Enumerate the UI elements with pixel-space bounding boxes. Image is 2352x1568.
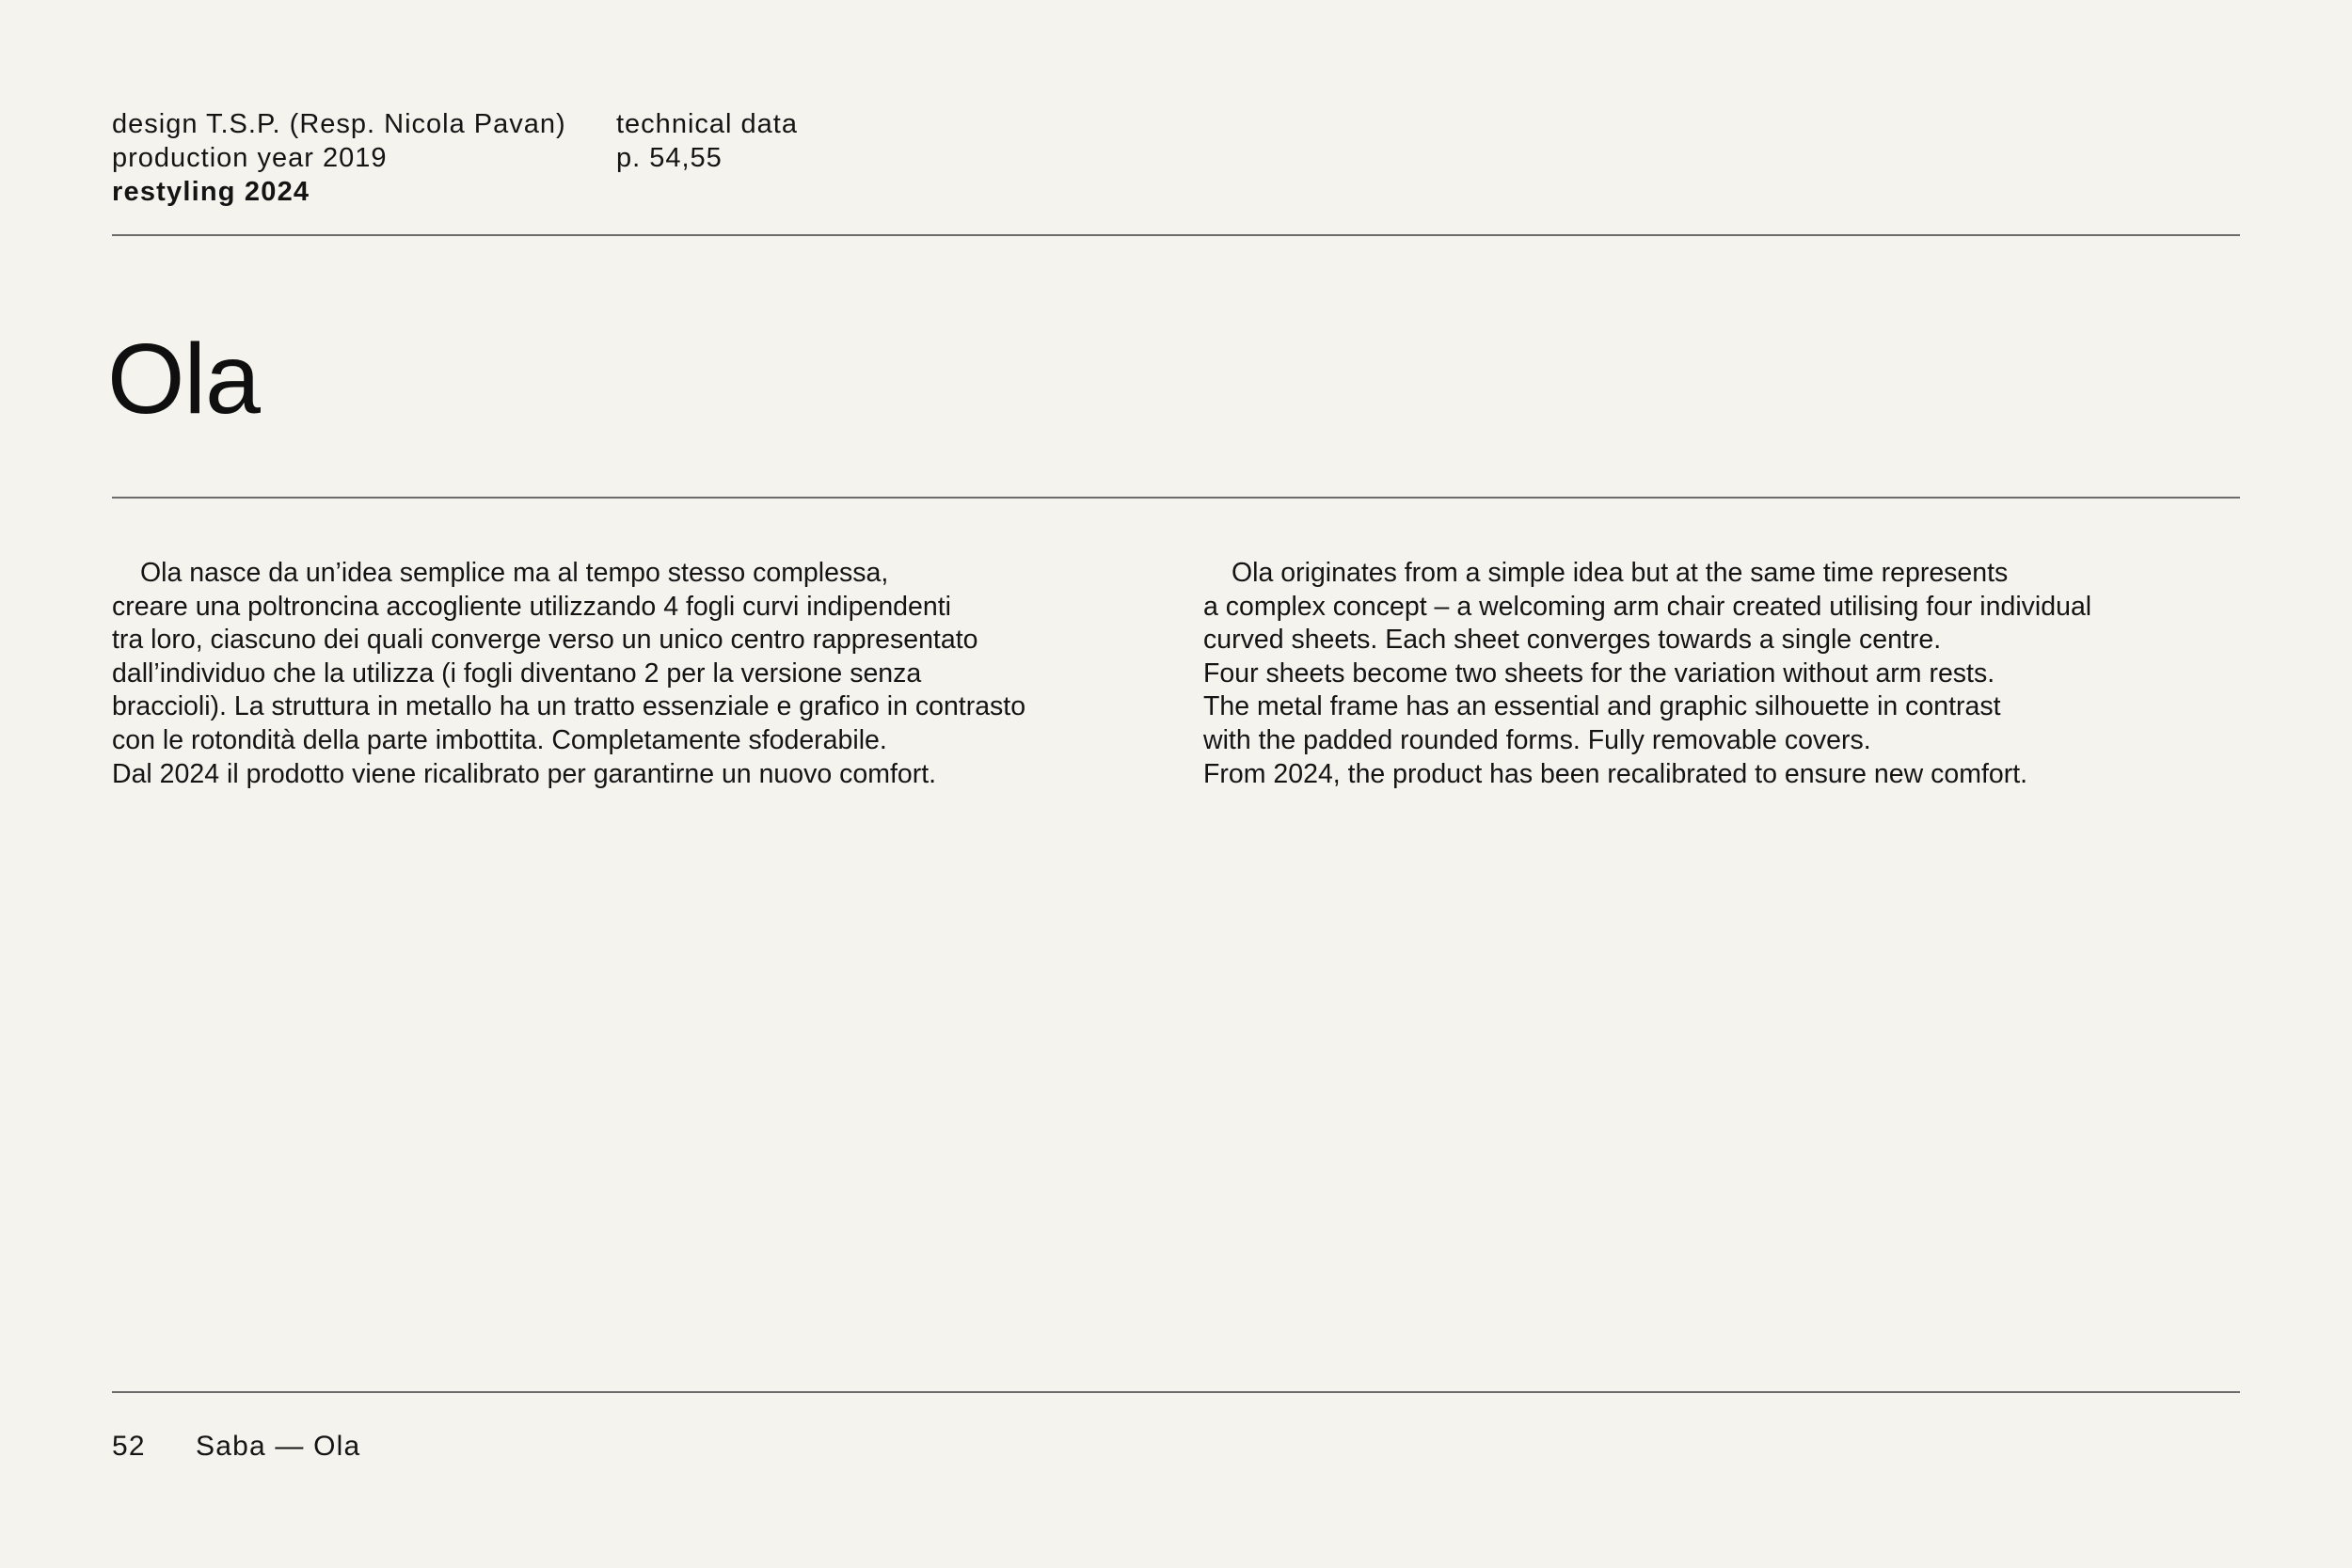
description-line: braccioli). La struttura in metallo ha un tratto essenziale e grafico in contrasto [112,691,1026,722]
description-line: Ola nasce da un’idea semplice ma al tempo stesso complessa, [140,558,889,588]
footer-label: Saba — Ola [196,1431,361,1462]
page-number: 52 [112,1431,146,1462]
description-line: curved sheets. Each sheet converges towards a single centre. [1203,625,1942,656]
technical-data-reference [616,107,798,175]
description-english [1203,557,2248,791]
restyling-year: restyling 2024 [112,177,310,207]
description-line: a complex concept – a welcoming arm chair created utilising four individual [1203,591,2092,622]
technical-data-pages: p. 54,55 [616,143,723,173]
top-divider [112,234,2240,236]
description-line: Ola originates from a simple idea but at the same time represents [1232,558,2009,588]
designer-credit: design T.S.P. (Resp. Nicola Pavan) [112,109,566,139]
description-line: tra loro, ciascuno dei quali converge verso un unico centro rappresentato [112,625,978,656]
middle-divider [112,497,2240,499]
description-line: The metal frame has an essential and graphic silhouette in contrast [1203,691,2001,722]
bottom-divider [112,1391,2240,1393]
description-line: creare una poltroncina accogliente utilizzando 4 fogli curvi indipendenti [112,591,951,622]
description-line: con le rotondità della parte imbottita. Completamente sfoderabile. [112,724,887,755]
description-line: dall’individuo che la utilizza (i fogli diventano 2 per la versione senza [112,657,922,689]
technical-data-label: technical data [616,109,798,139]
design-credits [112,107,566,209]
production-year: production year 2019 [112,143,388,173]
description-line: with the padded rounded forms. Fully removable covers. [1203,724,1871,755]
description-line: Dal 2024 il prodotto viene ricalibrato per garantirne un nuovo comfort. [112,758,937,789]
description-line: From 2024, the product has been recalibrated to ensure new comfort. [1203,758,2028,789]
description-italian [112,557,1184,791]
description-line: Four sheets become two sheets for the variation without arm rests. [1203,657,1995,689]
product-title: Ola [107,324,260,435]
